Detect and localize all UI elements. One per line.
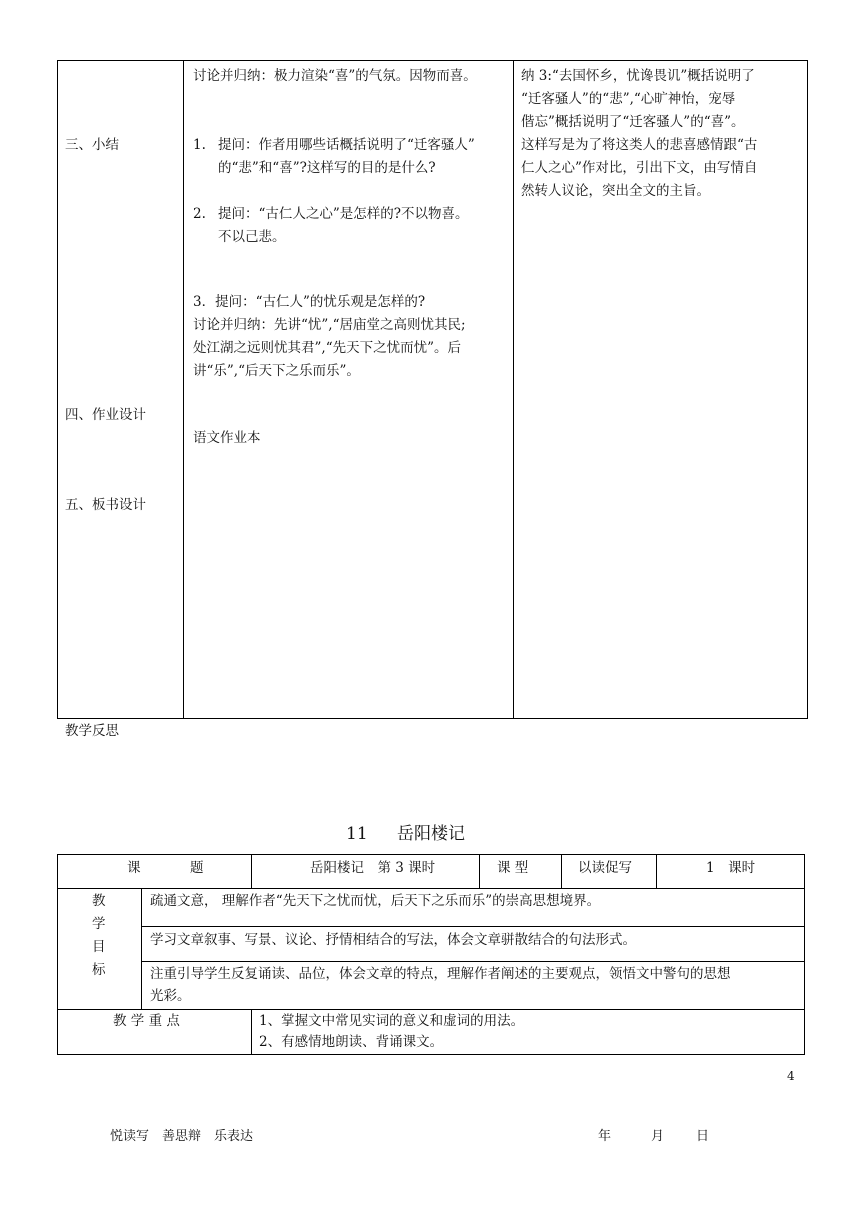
conclusion-line-4: 这样写是为了将这类人的悲喜感情跟“古: [521, 137, 758, 153]
conclusion-line-1: 纳 3:“去国怀乡，忧谗畏讥”概括说明了: [521, 68, 755, 84]
key-points-divider: [251, 1009, 252, 1055]
teaching-reflection-label: 教学反思: [65, 723, 119, 739]
type-value: 以读促写: [578, 860, 632, 876]
key-point-2: 2、有感情地朗读、背诵课文。: [259, 1034, 444, 1050]
goal-1-bottom: [141, 926, 805, 927]
question-1-line-2: 的“悲”和“喜”?这样写的目的是什么?: [218, 160, 436, 176]
footer-year: 年: [598, 1129, 612, 1144]
key-points-label: 教 学 重 点: [113, 1013, 180, 1029]
section-board-label: 五、板书设计: [65, 497, 146, 513]
upper-table-left-border: [57, 60, 58, 719]
question-1-number: 1.: [193, 137, 206, 153]
question-3-line-1: 3．提问：“古仁人”的忧乐观是怎样的?: [193, 294, 426, 310]
question-2-line-1: 提问：“古仁人之心”是怎样的?不以物喜。: [218, 206, 469, 222]
question-3-line-3: 处江湖之远则忧其君”,“先天下之忧而忧”。后: [193, 340, 461, 356]
header-divider-2: [479, 854, 480, 889]
header-row-bottom: [57, 888, 805, 889]
topic-label-b: 题: [190, 860, 204, 876]
footer-day: 日: [696, 1129, 710, 1144]
discussion-summary-line: 讨论并归纳：极力渲染“喜”的气氛。因物而喜。: [193, 68, 477, 84]
goals-label-char-3: 目: [92, 939, 106, 955]
goals-label-char-2: 学: [92, 916, 106, 932]
lesson-number: 11: [346, 824, 368, 844]
goals-label-divider: [141, 888, 142, 1009]
conclusion-line-2: “迁客骚人”的“悲”,“心旷神怡，宠辱: [521, 91, 736, 107]
topic-value: 岳阳楼记 第 3 课时: [310, 860, 436, 876]
key-point-1: 1、掌握文中常见实词的意义和虚词的用法。: [259, 1013, 525, 1029]
goal-3-text-line-2: 光彩。: [150, 988, 191, 1004]
class-hours: 1 课时: [706, 860, 756, 876]
upper-table-divider-2: [513, 60, 514, 719]
topic-label-a: 课: [127, 860, 141, 876]
homework-text: 语文作业本: [193, 430, 261, 446]
question-2-number: 2.: [193, 206, 206, 222]
question-3-line-4: 讲“乐”,“后天下之乐而乐”。: [193, 363, 360, 379]
header-divider-3: [561, 854, 562, 889]
question-1-line-1: 提问：作者用哪些话概括说明了“迁客骚人”: [218, 137, 475, 153]
page-number: 4: [787, 1069, 795, 1083]
type-label: 课 型: [497, 860, 529, 876]
lower-table-bottom-border: [57, 1054, 805, 1055]
question-3-line-2: 讨论并归纳：先讲“忧”,“居庙堂之高则忧其民;: [193, 317, 466, 333]
header-divider-1: [251, 854, 252, 889]
upper-table-divider-1: [183, 60, 184, 719]
header-divider-4: [656, 854, 657, 889]
question-2-line-2: 不以己悲。: [218, 229, 286, 245]
goal-2-text: 学习文章叙事、写景、议论、抒情相结合的写法，体会文章骈散结合的句法形式。: [150, 932, 636, 948]
goals-label-char-1: 教: [92, 893, 106, 909]
goal-2-bottom: [141, 961, 805, 962]
conclusion-line-5: 仁人之心”作对比，引出下文，由写情自: [521, 160, 758, 176]
upper-table-right-border: [807, 60, 808, 719]
goals-label-char-4: 标: [92, 962, 106, 978]
section-summary-label: 三、小结: [65, 137, 119, 153]
upper-table-top-border: [57, 60, 808, 61]
conclusion-line-3: 偕忘”概括说明了“迁客骚人”的“喜”。: [521, 114, 745, 130]
lesson-title: 岳阳楼记: [397, 824, 465, 844]
goal-1-text: 疏通文意， 理解作者“先天下之忧而忧，后天下之乐而乐”的崇高思想境界。: [150, 893, 601, 909]
lower-table-right-border: [804, 854, 805, 1055]
section-homework-label: 四、作业设计: [65, 407, 146, 423]
goal-3-text-line-1: 注重引导学生反复诵读、品位，体会文章的特点，理解作者阐述的主要观点，领悟文中警句的思想: [150, 966, 731, 982]
footer-month: 月: [651, 1129, 665, 1144]
lower-table-left-border: [57, 854, 58, 1055]
conclusion-line-6: 然转人议论，突出全文的主旨。: [521, 183, 710, 199]
lower-table-top-border: [57, 854, 805, 855]
footer-motto: 悦读写 善思辩 乐表达: [110, 1129, 254, 1144]
goals-block-bottom: [57, 1009, 805, 1010]
upper-table-bottom-border: [57, 718, 808, 719]
